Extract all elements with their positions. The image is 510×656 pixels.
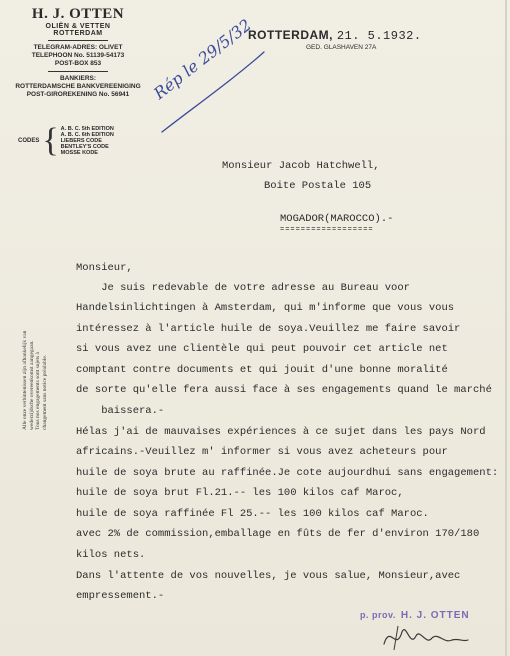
postbox: POST-BOX 853 xyxy=(54,60,102,67)
body-line: kilos nets. xyxy=(76,549,146,561)
telephone: TELEPHOON No. 51139-54173 xyxy=(31,52,125,59)
company-subtitle: OLIËN & VETTEN xyxy=(45,23,111,30)
stamp-name: H. J. OTTEN xyxy=(400,610,470,621)
bank-name: ROTTERDAMSCHE BANKVEREENIGING xyxy=(15,83,141,90)
body-line: de sorte qu'elle fera aussi face à ses engagements quand le marché xyxy=(76,384,492,396)
side-line: Alle onze verbintenissen zijn afhankelijk van xyxy=(22,330,28,430)
body-line: empressement.- xyxy=(76,590,165,602)
body-line: comptant contre documents et qui jouit d'une bonne moralité xyxy=(76,364,448,376)
recipient-city: MOGADOR(MAROCCO).- xyxy=(280,213,394,225)
letter-date: 21. 5.1932. xyxy=(336,29,422,43)
body-line: huile de soya raffinée Fl 25.-- les 100 kilos caf Maroc. xyxy=(76,508,429,520)
code-item: MOSSE KODE xyxy=(60,150,98,156)
body-line: baissera.- xyxy=(76,405,165,417)
bankers-label: BANKIERS: xyxy=(59,75,97,82)
body-line: intéressez à l'article huile de soya.Veuillez me faire savoir xyxy=(76,323,461,335)
body-line: Je suis redevable de votre adresse au Bureau voor xyxy=(76,282,410,294)
body-line: huile de soya brute au raffinée.Je cote aujourdhui sans engagement: xyxy=(76,467,499,479)
company-name: H. J. OTTEN xyxy=(31,6,125,22)
recipient-box: Boite Postale 105 xyxy=(264,180,372,192)
stamp-prefix: p. prov. xyxy=(360,610,396,620)
signature xyxy=(380,618,470,654)
body-line: Hélas j'ai de mauvaises expériences à ce sujet dans les pays Nord xyxy=(76,426,486,438)
code-item: LIEBERS CODE xyxy=(60,138,102,144)
body-line: africains.-Veuillez m' informer si vous avez acheteurs pour xyxy=(76,446,448,458)
codes-label: CODES xyxy=(18,138,40,144)
handwritten-note: Rép le 29/5/32 xyxy=(150,15,255,103)
company-city: ROTTERDAM xyxy=(53,30,103,37)
telegram-address: TELEGRAM-ADRES: OLIVET xyxy=(33,44,123,51)
side-line: Tous nos engagements sont sujets à xyxy=(35,352,41,430)
recipient-underline: ================== xyxy=(280,226,374,234)
page-edge xyxy=(505,0,507,656)
body-line: avec 2% de commission,emballage en fûts de fer d'environ 170/180 xyxy=(76,528,480,540)
recipient-name: Monsieur Jacob Hatchwell, xyxy=(222,160,380,172)
street-address: GED. GLASHAVEN 27A xyxy=(306,44,377,51)
side-line: wederzijdsche overeenkomst aangegaan. xyxy=(28,340,35,430)
salutation: Monsieur, xyxy=(76,262,133,274)
code-item: BENTLEY'S CODE xyxy=(60,144,109,150)
place: ROTTERDAM, xyxy=(248,28,333,42)
code-item: A. B. C. 5th EDITION xyxy=(60,126,114,132)
side-line: changement sans notice préalable. xyxy=(41,354,48,430)
giro-account: POST-GIROREKENING No. 56941 xyxy=(26,91,130,98)
body-line: Handelsinlichtingen à Amsterdam, qui m'informe que vous vous xyxy=(76,302,455,314)
brace-icon: { xyxy=(42,122,59,159)
body-line: Dans l'attente de vos nouvelles, je vous salue, Monsieur,avec xyxy=(76,570,461,582)
side-disclaimer xyxy=(22,331,48,430)
code-item: A. B. C. 6th EDITION xyxy=(60,132,114,138)
body-line: huile de soya brut Fl.21.-- les 100 kilos caf Maroc, xyxy=(76,487,404,499)
body-line: si vous avez une clientèle qui peut pouvoir cet article net xyxy=(76,343,448,355)
